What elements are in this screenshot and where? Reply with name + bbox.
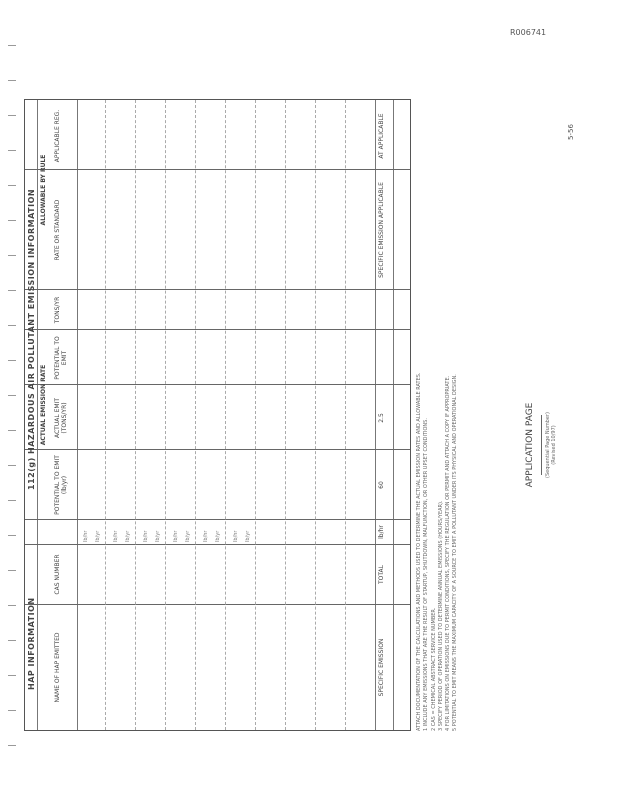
row-label: lb/hr xyxy=(203,530,209,542)
row-label: lb/yr xyxy=(215,530,221,542)
col-hap-name: NAME OF HAP EMITTED xyxy=(54,632,61,703)
footnote: 4 FOR LIMITATIONS ON EMISSIONS DUE TO PERMIT CONDITIONS, SPECIFY THE REGULATION OR PERMIT AND ATTACH A COPY IF APPROPRIATE. xyxy=(445,375,451,731)
page-number: 5-56 xyxy=(566,124,575,140)
hap-info-title: HAP INFORMATION xyxy=(27,597,36,690)
row-label: lb/hr xyxy=(113,530,119,542)
col-tpy: TONS/YR xyxy=(54,296,61,324)
row-label: lb/yr xyxy=(125,530,131,542)
document-id: R006741 xyxy=(510,28,547,37)
footnotes xyxy=(416,91,460,731)
application-page-sub1: (Sequential Page Number) xyxy=(545,412,551,478)
footnote: 2 CAS = CHEMICAL ABSTRACT SERVICE NUMBER. xyxy=(430,607,437,731)
row-label: lb/hr xyxy=(83,530,89,542)
binding-margin-marks xyxy=(8,35,20,775)
allowable-title: ALLOWABLE BY RULE xyxy=(40,154,47,226)
col-actual-tpy: ACTUAL EMIT (TONS/YR) xyxy=(54,398,68,439)
footnote: ATTACH DOCUMENTATION OF THE CALCULATIONS AND METHODS USED TO DETERMINE THE ACTUAL EMISSION RATES AND ALLOWABLE RATES. xyxy=(416,372,422,731)
row-label: lb/yr xyxy=(95,530,101,542)
bottom-rate-standard: SPECIFIC EMISSION APPLICABLE xyxy=(378,182,385,278)
footnote: 5 POTENTIAL TO EMIT MEANS THE MAXIMUM CAPACITY OF A SOURCE TO EMIT A POLLUTANT UNDER ITS PHYSICAL AND OPERATIONAL DESIGN. xyxy=(452,374,459,731)
footnote: 3 SPECIFY PERIOD OF OPERATION USED TO DETERMINE ANNUAL EMISSIONS (HOURS/YEAR). xyxy=(437,500,444,731)
bottom-potential: 60 xyxy=(378,481,385,489)
bottom-period: lb/hr xyxy=(378,525,385,539)
bottom-actual: 2.5 xyxy=(378,413,385,423)
col-rate-standard: RATE OR STANDARD xyxy=(54,199,61,261)
row-label: lb/yr xyxy=(155,530,161,542)
row-label: lb/hr xyxy=(143,530,149,542)
emission-table xyxy=(24,99,411,731)
application-page-block xyxy=(525,385,557,505)
application-page-label: APPLICATION PAGE xyxy=(525,402,535,488)
bottom-cas: TOTAL xyxy=(378,564,385,585)
footnote: 1 INCLUDE ANY EMISSIONS THAT ARE THE RESULT OF STARTUP, SHUTDOWN, MALFUNCTION, OR OTHER UPSET CONDITIONS. xyxy=(423,418,430,731)
col-applicable: APPLICABLE REG. xyxy=(54,109,61,163)
rotated-form-sheet xyxy=(24,96,459,736)
col-emit-rule: POTENTIAL TO EMIT xyxy=(54,336,68,380)
application-page-sub2: (Revised 10/97) xyxy=(551,425,557,465)
bottom-applicable: AT APPLICABLE xyxy=(378,113,385,159)
actual-rate-title: ACTUAL EMISSION RATE xyxy=(40,364,47,446)
bottom-hap-name: SPECIFIC EMISSION xyxy=(378,638,385,697)
col-potential: POTENTIAL TO EMIT (lb/yr) xyxy=(54,455,68,515)
row-label: lb/yr xyxy=(245,530,251,542)
row-label: lb/yr xyxy=(185,530,191,542)
row-label: lb/hr xyxy=(173,530,179,542)
section-title: 112(g) HAZARDOUS AIR POLLUTANT EMISSION INFORMATION xyxy=(27,188,36,490)
row-label: lb/hr xyxy=(233,530,239,542)
col-cas: CAS NUMBER xyxy=(54,554,61,595)
